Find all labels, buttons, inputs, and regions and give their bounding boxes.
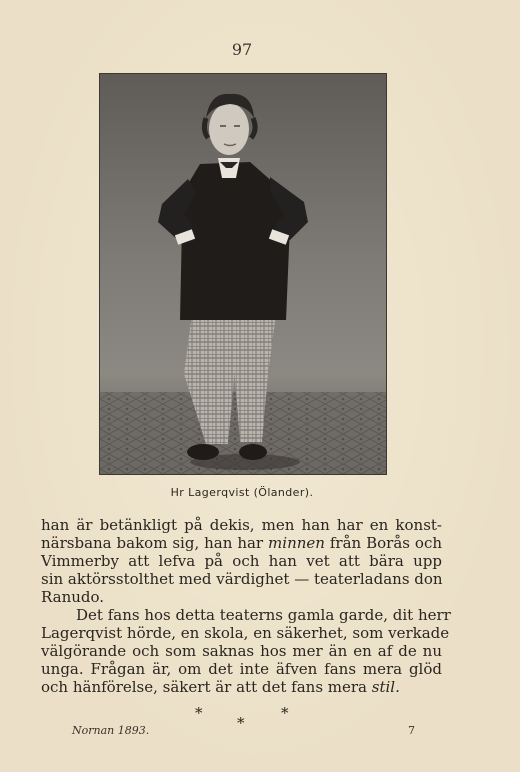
text-line: och hänförelse, säkert är att det fans mera stil. xyxy=(41,678,400,696)
text-line: Vimmerby att lefva på och han vet att bära upp xyxy=(41,552,442,570)
body-text xyxy=(41,516,451,696)
photo-caption: Hr Lagerqvist (Ölander). xyxy=(170,486,314,499)
text-line: Lagerqvist hörde, en skola, en säkerhet, som verkade xyxy=(41,624,450,642)
star-mark: * xyxy=(281,704,289,722)
text-line: sin aktörsstolthet med värdighet — teaterladans don xyxy=(41,570,443,588)
text-line: Ranudo. xyxy=(41,588,105,606)
italic-word: stil. xyxy=(371,678,400,696)
footer-signature: Nornan 1893. xyxy=(72,724,150,737)
page-number: 97 xyxy=(231,40,253,59)
text-line: Det fans hos detta teaterns gamla garde, dit herr xyxy=(76,606,451,624)
text-line: unga. Frågan är, om det inte äfven fans mera glöd xyxy=(41,660,442,678)
star-mark: * xyxy=(195,704,203,722)
footer-sheet-number: 7 xyxy=(408,724,415,737)
text-line: närsbana bakom sig, han har minnen från Borås och xyxy=(41,534,443,552)
text-line: välgörande och som saknas hos mer än en af de nu xyxy=(41,642,442,660)
italic-word: minnen xyxy=(268,534,325,552)
text-line: han är betänkligt på dekis, men han har en konst- xyxy=(41,516,442,534)
portrait-photograph xyxy=(99,73,387,475)
star-mark: * xyxy=(237,714,245,732)
